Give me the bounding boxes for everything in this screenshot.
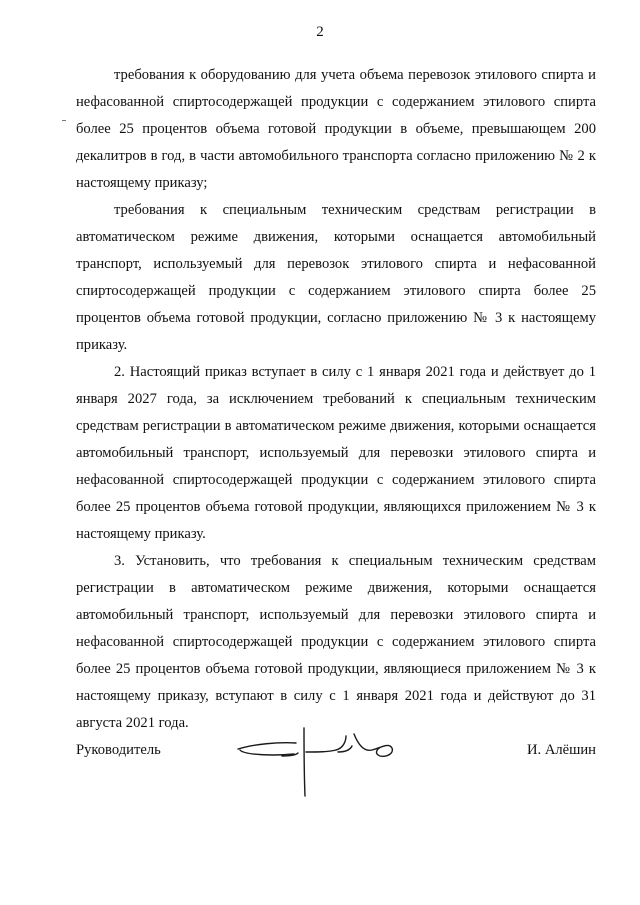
- paragraph-requirements-equipment: требования к оборудованию для учета объема перевозок этилового спирта и нефасованной спиртосодержащей продукции с содержанием этилового спирта более 25 процентов объема готовой продукции в объеме, превышающем 200 декалитров в год, в части автомобильного транспорта согласно приложению № 2 к настоящему приказу;: [76, 67, 596, 191]
- handwritten-signature: [234, 722, 404, 802]
- scan-mark: [62, 120, 66, 121]
- paragraph-requirements-registration: требования к специальным техническим средствам регистрации в автоматическом режиме движения, которыми оснащается автомобильный транспорт, используемый для перевозок этилового спирта и нефасованной спиртосодержащей продукции с содержанием этилового спирта более 25 процентов объема готовой продукции, согласно приложению № 3 к настоящему приказу.: [76, 202, 596, 353]
- paragraph-effective-date: 2. Настоящий приказ вступает в силу с 1 января 2021 года и действует до 1 января 2027 года, за исключением требований к специальным техническим средствам регистрации в автоматическом режиме движения, которыми оснащается автомобильный транспорт, используемый для перевозки этилового спирта и нефасованной спиртосодержащей продукции с содержанием этилового спирта более 25 процентов объема готовой продукции, являющихся приложением № 3 к настоящему приказу.: [76, 364, 596, 542]
- signatory-name: И. Алёшин: [527, 742, 596, 758]
- signatory-title: Руководитель: [76, 742, 161, 758]
- page-number: 2: [316, 24, 324, 40]
- paragraph-establish: 3. Установить, что требования к специальным техническим средствам регистрации в автоматическом режиме движения, которыми оснащается автомобильный транспорт, используемый для перевозки этилового спирта и нефасованной спиртосодержащей продукции с содержанием этилового спирта более 25 процентов объема готовой продукции, являющиеся приложением № 3 к настоящему приказу, вступают в силу с 1 января 2021 года и действуют до 31 августа 2021 года.: [76, 553, 596, 731]
- document-body: [76, 62, 596, 737]
